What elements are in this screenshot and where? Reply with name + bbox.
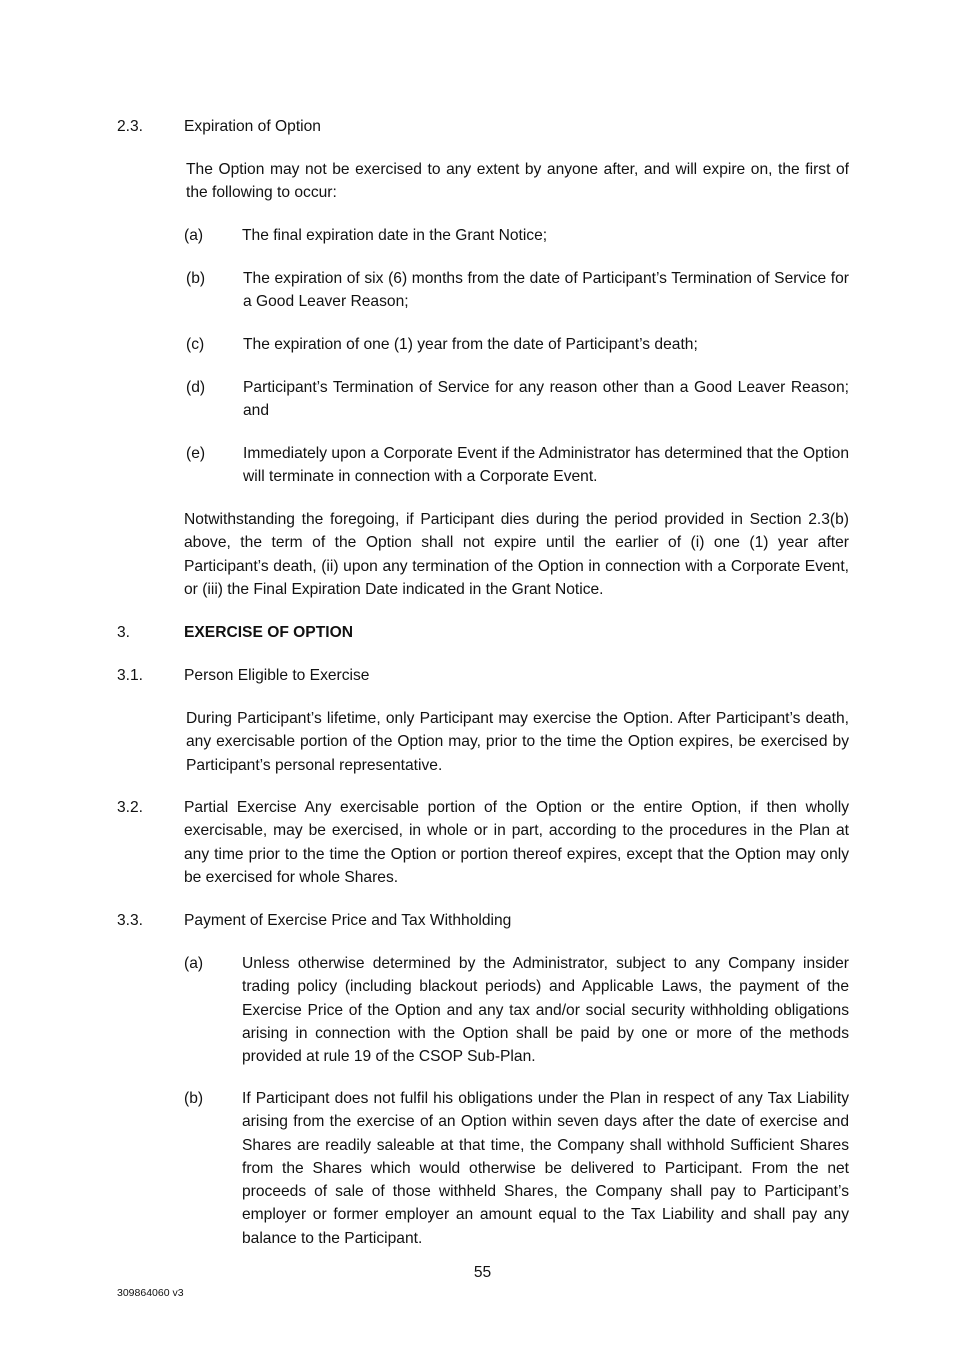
- section-number: 2.3.: [117, 118, 144, 135]
- list-item-text: Unless otherwise determined by the Administrator, subject to any Company insider trading policy (including blackout periods) and Applicable Laws, the payment of the Exercise Price of the Option and any tax and/or social security withholding obligations arising in connection with the Option shall be paid by one or more of the methods provided at rule 19 of the CSOP Sub-Plan.: [242, 955, 849, 1066]
- list-item-label: (a): [184, 227, 204, 244]
- section-heading: EXERCISE OF OPTION: [184, 624, 353, 641]
- section-heading: Person Eligible to Exercise: [184, 667, 370, 684]
- list-item-text: The expiration of one (1) year from the date of Participant’s death;: [243, 336, 698, 353]
- document-reference: 309864060 v3: [117, 1287, 184, 1299]
- section-number: 3.3.: [117, 912, 144, 929]
- list-item-label: (c): [186, 336, 205, 353]
- section-heading: Expiration of Option: [184, 118, 321, 135]
- list-item-label: (b): [184, 1090, 204, 1107]
- list-item-text: The final expiration date in the Grant Notice;: [242, 227, 548, 244]
- list-item-text: If Participant does not fulfil his obligations under the Plan in respect of any Tax Liability arising from the exercise of an Option within seven days after the date of exercise and Shares are readily saleable at that time, the Company shall withhold Sufficient Shares from the Shares which would otherwise be delivered to Participant. From the net proceeds of sale of those withheld Shares, the Company shall pay to Participant’s employer or former employer an amount equal to the Tax Liability and shall pay any balance to the Participant.: [242, 1090, 849, 1247]
- section-number: 3.: [117, 624, 131, 641]
- list-item-text: Immediately upon a Corporate Event if the Administrator has determined that the Option will terminate in connection with a Corporate Event.: [243, 445, 849, 486]
- list-item-label: (b): [186, 270, 206, 287]
- list-item-label: (d): [186, 379, 206, 396]
- section-paragraph: Partial Exercise Any exercisable portion of the Option or the entire Option, if then wholly exercisable, may be exercised, in whole or in part, according to the procedures in the Plan at any time prior to the time the Option or portion thereof expires, except that the Option may only be exercised for whole Shares.: [184, 799, 849, 886]
- section-intro: The Option may not be exercised to any extent by anyone after, and will expire on, the first of the following to occur:: [186, 161, 849, 202]
- list-item-text: The expiration of six (6) months from the date of Participant’s Termination of Service for a Good Leaver Reason;: [243, 270, 849, 311]
- section-number: 3.1.: [117, 667, 144, 684]
- section-closing-paragraph: Notwithstanding the foregoing, if Participant dies during the period provided in Section 2.3(b) above, the term of the Option shall not expire until the earlier of (i) one (1) year after Participant’s death, (ii) upon any termination of the Option in connection with a Corporate Event, or (iii) the Final Expiration Date indicated in the Grant Notice.: [184, 511, 849, 598]
- list-item-text: Participant’s Termination of Service for any reason other than a Good Leaver Reason; and: [243, 379, 849, 420]
- page-number: 55: [473, 1264, 492, 1281]
- section-paragraph: During Participant’s lifetime, only Participant may exercise the Option. After Participant’s death, any exercisable portion of the Option may, prior to the time the Option expires, be exercised by Participant’s personal representative.: [186, 710, 849, 774]
- list-item-label: (a): [184, 955, 204, 972]
- list-item-label: (e): [186, 445, 206, 462]
- section-number: 3.2.: [117, 799, 144, 816]
- section-heading: Payment of Exercise Price and Tax Withholding: [184, 912, 512, 929]
